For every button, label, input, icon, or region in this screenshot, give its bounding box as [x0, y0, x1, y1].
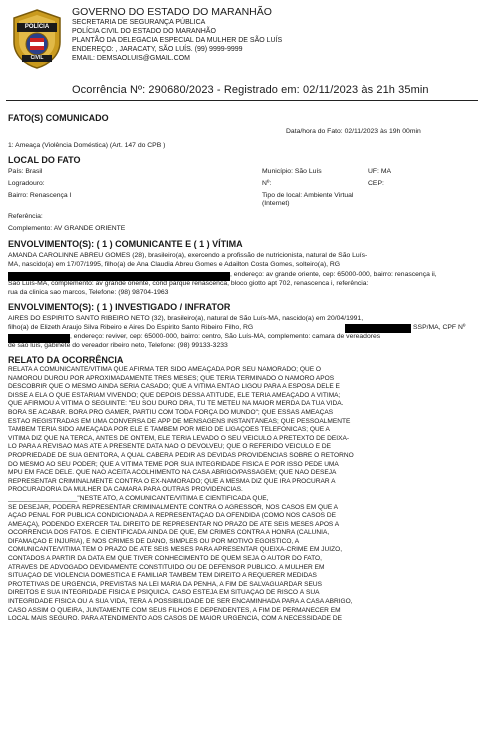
relato-title: RELATO DA OCORRÊNCIA — [8, 355, 124, 365]
relato-line: ESTÃO REGISTRADAS EM UMA CONVERSA DE APP DE MENSAGENS INSTANTÂNEAS; QUE PESSOALMENTE — [8, 417, 351, 425]
police-badge-logo — [8, 8, 66, 70]
relato-line: SITUAÇÃO DE VIOLÊNCIA DOMÉSTICA E FAMILIAR TAMBÉM TEM DIREITO A REQUERER MEDIDAS — [8, 572, 317, 580]
relato-line: ATRAVÉS DE ADVOGADO DEVIDAMENTE CONSTITUÍDO OU DE DEFENSOR PÚBLICO. A MULHER EM — [8, 563, 325, 571]
vitima-line: rua da clinica sao marcos, Telefone: (98) 98704-1963 — [8, 289, 169, 296]
relato-line: PROTETIVAS DE URGÊNCIA, PREVISTAS NA LEI MARIA DA PENHA, A FIM DE SALVAGUARDAR SEUS — [8, 580, 323, 588]
fato-title: FATO(S) COMUNICADO — [8, 113, 109, 123]
relato-line: AÇÃO PENAL FOR PÚBLICA CONDICIONADA À REPRESENTAÇÃO DA OFENDIDA (COMO NOS CASOS DE — [8, 512, 336, 520]
investigado-title: ENVOLVIMENTO(S): ( 1 ) INVESTIGADO / INFRATOR — [8, 302, 231, 312]
relato-line: VITIMA DIZ QUE NA TERCA, ANTES DE ONTEM, ELE TERIA LEVADO O SEU VEICULO A PRETEXTO DE DEIXA- — [8, 434, 350, 442]
fato-item: 1: Ameaça (Violência Doméstica) (Art. 147 do CPB ) — [8, 142, 166, 149]
relato-line: AMEAÇA), PODENDO EXERCER TAL DIREITO DE REPRESENTAR NO PRAZO DE ATÉ SEIS MESES APÓS A — [8, 520, 340, 528]
header-secretariat: SECRETARIA DE SEGURANÇA PÚBLICA — [72, 19, 206, 26]
header-address: ENDEREÇO: , JARACATY, SÃO LUÍS. (99) 9999-9999 — [72, 46, 243, 53]
vitima-title: ENVOLVIMENTO(S): ( 1 ) COMUNICANTE E ( 1 ) VÍTIMA — [8, 239, 243, 249]
local-municipio: Município: São Luís — [262, 168, 322, 175]
header-police: POLÍCIA CIVIL DO ESTADO DO MARANHÃO — [72, 28, 216, 35]
header-email: EMAIL: DEMSAOLUIS@GMAIL.COM — [72, 55, 190, 62]
relato-line: REPRESENTAR CRIMINALMENTE CONTRA O EX-NAMORADO; QUE A MESMA DIZ QUE IRA PROCURAR A — [8, 477, 336, 485]
fato-datetime: Data/hora do Fato: 02/11/2023 às 19h 00min — [286, 128, 421, 135]
occurrence-number: Ocorrência Nº: 290680/2023 - Registrado em: 02/11/2023 às 21h 35min — [72, 84, 429, 96]
badge-top-text: POLÍCIA — [24, 24, 50, 30]
local-complemento: Complemento: AV GRANDE ORIENTE — [8, 225, 126, 232]
badge-bottom-text: CIVIL — [30, 55, 44, 61]
relato-line: RELATA A COMUNICANTE/VÍTIMA QUE AFIRMA TER SIDO AMEAÇADA POR SEU NAMORADO; QUE O — [8, 366, 322, 373]
relato-body — [8, 366, 478, 624]
relato-line: DISSE A ELA O QUE ESTARIAM VIVENDO; QUE DEPOIS DESSA ATITUDE, ELE TERIA AMEAÇADO A VITIMA; — [8, 391, 341, 399]
relato-line: ___________________"NESTE ATO, A COMUNICANTE/VÍTIMA É CIENTIFICADA QUE, — [8, 494, 269, 502]
relato-line: COMUNICANTE/VÍTIMA TEM O PRAZO DE ATÉ SEIS MESES PARA APRESENTAR QUEIXA-CRIME EM JUÍZO, — [8, 546, 343, 554]
local-bairro: Bairro: Renascença I — [8, 192, 72, 199]
local-logradouro: Logradouro: — [8, 180, 45, 187]
header-block — [72, 6, 402, 63]
investigado-line: SSP/MA, CPF Nº — [413, 324, 466, 331]
relato-line: QUE AFIRMOU A VITIMA O SEGUINTE: "EU SOU DURO DRA, TU TE METEU NA MAIOR MERDA DA TUA VIDA. — [8, 400, 344, 408]
investigado-line: de sao luis, gabinete do vereador ribeiro neto, Telefone: (98) 99133-3233 — [8, 342, 228, 349]
vitima-line: AMANDA CAROLINNE ABREU GOMES (28), brasileiro(a), exercendo a profissão de nutricionista, natural de São Luís- — [8, 252, 368, 259]
vitima-line: MA, nascido(a) em 17/07/1995, filho(a) de Ana Claudia Abreu Gomes e Adailton Costa Gomes, solteiro(a), RG — [8, 261, 341, 268]
relato-line: NAMOROU DUROU POR APROXIMADAMENTE TRÊS MESES; QUE TERIA TERMINADO O NAMORO APOS — [8, 374, 335, 382]
relato-line: INTEGRIDADE FÍSICA OU À SUA VIDA, TERÁ A POSSIBILIDADE DE SER ENCAMINHADA PARA A CASA ABRIGO, — [8, 598, 353, 606]
relato-line: PROCURADORIA DA MULHER DA CAMARA PARA OUTRAS PROVIDENCIAS. — [8, 486, 243, 494]
local-title: LOCAL DO FATO — [8, 155, 81, 165]
relato-line: DO MESMO AO SEU PODER; QUE A VITIMA TEME POR SUA INTEGRIDADE FÍSICA E POR ISSO PEDE UMA — [8, 460, 339, 468]
header-station: PLANTÃO DA DELEGACIA ESPECIAL DA MULHER DE SÃO LUÍS — [72, 37, 283, 44]
local-cep: CEP: — [368, 180, 384, 187]
relato-line: MPU EM FACE DELE. QUE NÃO ACEITA ACOLHIMENTO NA CASA ABRIGO/PASSAGEM; QUE NÃO DESEJA — [8, 469, 337, 477]
relato-line: DIREITOS E SUA INTEGRIDADE FÍSICA E PSÍQUICA. CASO ESTEJA EM SITUAÇÃO DE RISCO À SUA — [8, 589, 320, 597]
local-uf: UF: MA — [368, 168, 392, 175]
investigado-line: AIRES DO ESPIRITO SANTO RIBEIRO NETO (32), brasileiro(a), natural de São Luís-MA, nascido(a) em 20/04/1991, — [8, 315, 364, 322]
local-pais: País: Brasil — [8, 168, 43, 175]
relato-line: SE DESEJAR, PODERÁ REPRESENTAR CRIMINALMENTE CONTRA O AGRESSOR, NOS CASOS EM QUE A — [8, 503, 339, 511]
local-tipo: Tipo de local: Ambiente Virtual (Internet) — [262, 192, 354, 208]
vitima-line: , endereço: av grande oriente, cep: 65000-000, bairro: renascença ii, — [230, 271, 437, 278]
relato-line: DIFAMAÇÃO E INJÚRIA), E NOS CRIMES DE DANO, SIMPLES OU POR MOTIVO EGOÍSTICO, A — [8, 537, 300, 545]
vitima-line: São Luís-MA, complemento: av grande oriente, cond parque renascenca, bloco giotto apt 702, renascenca i, referência: — [8, 280, 369, 287]
divider — [6, 100, 478, 101]
relato-line: TAMBÉM TERIA SIDO AMEAÇADA POR ELE E TAMBÉM POR MEIO DE LIGAÇÕES TELEFÔNICAS; QUE A — [8, 426, 330, 434]
relato-line: DESCOBRIR QUE O MESMO AINDA SERIA CASADO; QUE A VITIMA ENTÃO LIGOU PARA A ESPOSA DELE E — [8, 383, 340, 391]
redaction-bar — [345, 324, 411, 333]
local-numero: Nº: — [262, 180, 272, 187]
relato-line: PROPRIEDADE DE SUA GENITORA, A QUAL CABERÁ PEDIR AS DEVIDAS PROVIDENCIAS SOBRE O RETORNO — [8, 451, 354, 459]
relato-line: BORA SE ACABAR. BORA PRO GAMER, PARTIU COM TODA FORÇA DO MUNDO"; QUE ESSAS AMEAÇAS — [8, 408, 334, 416]
relato-line: CONTADOS A PARTIR DA DATA EM QUE TIVER CONHECIMENTO DE QUEM SEJA O AUTOR DO FATO, — [8, 555, 323, 563]
investigado-line: , endereço: reviver, cep: 65000-000, bairro: centro, São Luís-MA, complemento: camara de vereadores — [70, 333, 381, 340]
relato-line: LOCAL MAIS SEGURO. PARA ATENDIMENTO AOS CASOS DE MAIOR URGÊNCIA, COM A NECESSIDADE DE — [8, 615, 342, 623]
header-government: GOVERNO DO ESTADO DO MARANHÃO — [72, 6, 272, 18]
relato-line: CASO ASSIM O QUEIRA, JUNTAMENTE COM SEUS FILHOS E DEPENDENTES, A FIM DE PERMANECER EM — [8, 606, 341, 614]
investigado-line: filho(a) de Elizeth Araujo Silva Ribeiro e Aires Do Espirito Santo Ribeiro Filho, RG — [8, 324, 254, 331]
local-referencia: Referência: — [8, 213, 43, 220]
relato-line: LO PARA A REVISÃO MAS ATE A PRESENTE DATA NÃO O DEVOLVEU; QUE O REFERIDO VEICULO É DE — [8, 443, 332, 451]
relato-line: OCORRÊNCIA DOS FATOS. É CIENTIFICADA AINDA DE QUE, EM CRIMES CONTRA A HONRA (CALÚNIA, — [8, 529, 330, 537]
